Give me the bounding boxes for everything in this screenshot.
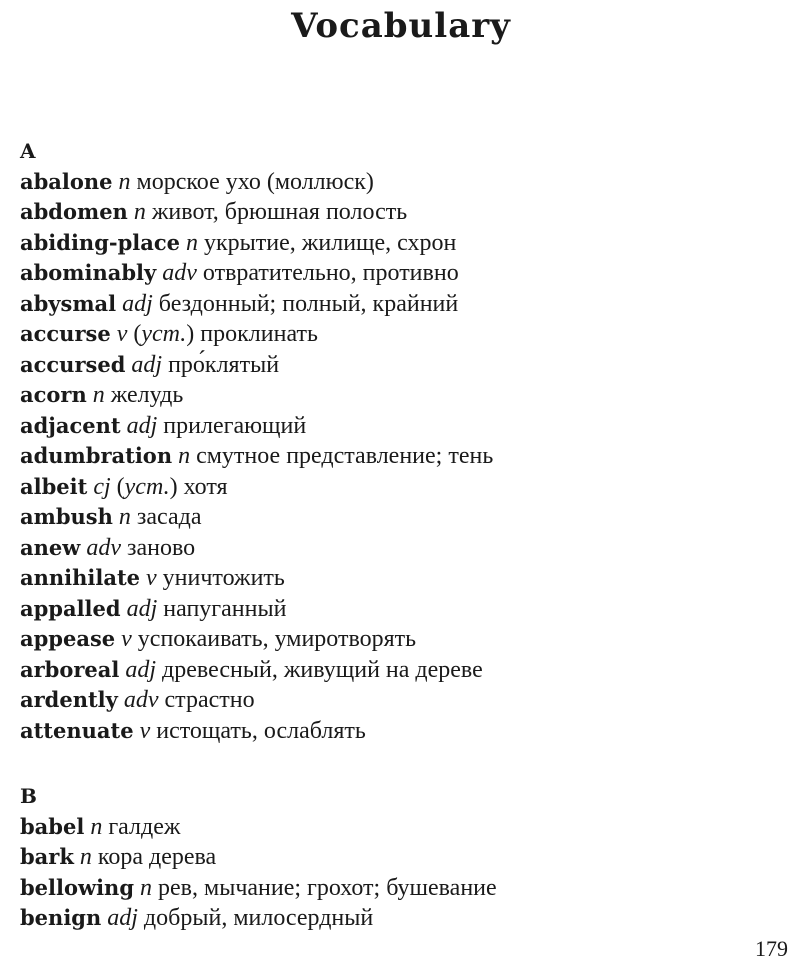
- vocabulary-entry: [20, 685, 790, 716]
- entry-headword: ambush: [20, 504, 113, 529]
- section-letter: B: [20, 784, 37, 808]
- entry-definition: про́клятый: [168, 351, 280, 378]
- entry-part-of-speech: n: [186, 229, 199, 256]
- vocabulary-entry: [20, 350, 790, 381]
- entry-part-of-speech: adj: [131, 351, 163, 378]
- entry-part-of-speech: v: [116, 321, 128, 347]
- section-a: [20, 136, 790, 746]
- section-b: [20, 781, 790, 934]
- entry-headword: annihilate: [20, 565, 141, 590]
- entry-headword: accursed: [20, 351, 126, 377]
- vocabulary-entry: [20, 624, 790, 655]
- vocabulary-entry: [20, 903, 790, 934]
- entry-definition: желудь: [110, 382, 184, 408]
- entry-definition: уничтожить: [162, 565, 285, 591]
- entry-part-of-speech: adj: [122, 290, 153, 317]
- entry-part-of-speech: adv: [162, 260, 197, 286]
- entry-part-of-speech: n: [79, 844, 92, 870]
- entry-part-of-speech: n: [92, 382, 105, 408]
- entry-headword: adumbration: [20, 443, 173, 468]
- entry-part-of-speech: v: [139, 717, 151, 744]
- entry-headword: accurse: [20, 321, 111, 346]
- entry-definition: отвратительно, противно: [202, 260, 459, 286]
- entry-paren: (: [116, 473, 125, 500]
- entry-part-of-speech: adv: [86, 534, 121, 561]
- entry-headword: ardently: [20, 687, 118, 712]
- entry-definition: успокаивать, умиротворять: [137, 626, 417, 652]
- entry-usage-label: уст.: [124, 473, 170, 500]
- section-letter: A: [20, 139, 36, 163]
- vocabulary-entry: [20, 411, 790, 442]
- entry-definition: засада: [136, 504, 202, 530]
- entry-definition: смутное представление; тень: [196, 443, 494, 469]
- entry-headword: abalone: [20, 168, 113, 194]
- entry-part-of-speech: n: [140, 874, 153, 901]
- entry-part-of-speech: n: [118, 504, 131, 530]
- vocabulary-entry: [20, 228, 790, 259]
- entry-definition: кора дерева: [97, 844, 217, 870]
- entry-headword: arboreal: [20, 656, 120, 682]
- entry-headword: anew: [20, 534, 81, 560]
- entry-part-of-speech: adj: [107, 905, 138, 931]
- entry-definition: добрый, милосердный: [143, 905, 374, 931]
- entry-part-of-speech: adv: [123, 687, 159, 713]
- entry-definition: укрытие, жилище, схрон: [204, 229, 457, 256]
- entry-definition: истощать, ослаблять: [156, 717, 366, 744]
- entry-usage-label: уст.: [141, 321, 187, 347]
- entry-definition: галдеж: [108, 813, 181, 840]
- vocabulary-entry: [20, 533, 790, 564]
- entry-headword: abominably: [20, 260, 157, 285]
- entry-headword: abiding-place: [20, 229, 181, 255]
- vocabulary-entry: [20, 441, 790, 472]
- vocabulary-entry: [20, 873, 790, 904]
- vocabulary-entry: [20, 380, 790, 411]
- entry-list: [20, 167, 790, 747]
- entry-part-of-speech: n: [118, 168, 131, 195]
- entry-headword: acorn: [20, 382, 87, 407]
- entry-headword: bellowing: [20, 874, 135, 900]
- entry-headword: appalled: [20, 595, 121, 621]
- page-title: Vocabulary: [291, 6, 511, 46]
- entry-part-of-speech: adj: [126, 412, 158, 439]
- entry-headword: adjacent: [20, 412, 121, 438]
- vocabulary-entry: [20, 655, 790, 686]
- vocabulary-entry: [20, 594, 790, 625]
- entry-headword: abdomen: [20, 199, 128, 224]
- entry-part-of-speech: adj: [126, 595, 158, 622]
- entry-headword: attenuate: [20, 717, 134, 743]
- entry-part-of-speech: n: [133, 199, 146, 225]
- vocabulary-entry: [20, 842, 790, 873]
- entry-headword: abysmal: [20, 290, 117, 316]
- vocabulary-entry: [20, 472, 790, 503]
- entry-definition: бездонный; полный, крайний: [158, 290, 459, 317]
- entry-definition: рев, мычание; грохот; бушевание: [158, 874, 497, 901]
- entry-headword: albeit: [20, 473, 88, 499]
- vocabulary-entry: [20, 812, 790, 843]
- vocabulary-entry: [20, 502, 790, 533]
- entry-part-of-speech: cj: [93, 473, 111, 500]
- vocabulary-entry: [20, 289, 790, 320]
- entry-definition: прилегающий: [163, 412, 307, 439]
- entry-part-of-speech: n: [178, 443, 191, 469]
- vocabulary-entry: [20, 319, 790, 350]
- vocabulary-entry: [20, 563, 790, 594]
- vocabulary-entry: [20, 258, 790, 289]
- entry-definition: морское ухо (моллюск): [136, 168, 374, 195]
- entry-part-of-speech: v: [121, 626, 132, 652]
- entry-definition: страстно: [164, 687, 255, 713]
- entry-definition: заново: [126, 534, 196, 561]
- entry-definition: живот, брюшная полость: [151, 199, 408, 225]
- entry-headword: babel: [20, 813, 85, 839]
- page-number: 179: [755, 936, 788, 961]
- entry-part-of-speech: n: [90, 813, 103, 840]
- entry-headword: appease: [20, 626, 116, 651]
- vocabulary-entry: [20, 197, 790, 228]
- entry-headword: bark: [20, 844, 74, 869]
- entry-paren: (: [133, 321, 142, 347]
- entry-definition: напуганный: [163, 595, 287, 622]
- entry-definition: древесный, живущий на дереве: [162, 656, 483, 683]
- entry-part-of-speech: adj: [125, 656, 157, 683]
- vocabulary-entry: [20, 716, 790, 747]
- entry-list: [20, 812, 790, 934]
- vocabulary-entry: [20, 167, 790, 198]
- entry-definition: ) проклинать: [186, 321, 318, 347]
- entry-definition: ) хотя: [169, 473, 228, 500]
- entry-headword: benign: [20, 905, 102, 930]
- entry-part-of-speech: v: [146, 565, 157, 591]
